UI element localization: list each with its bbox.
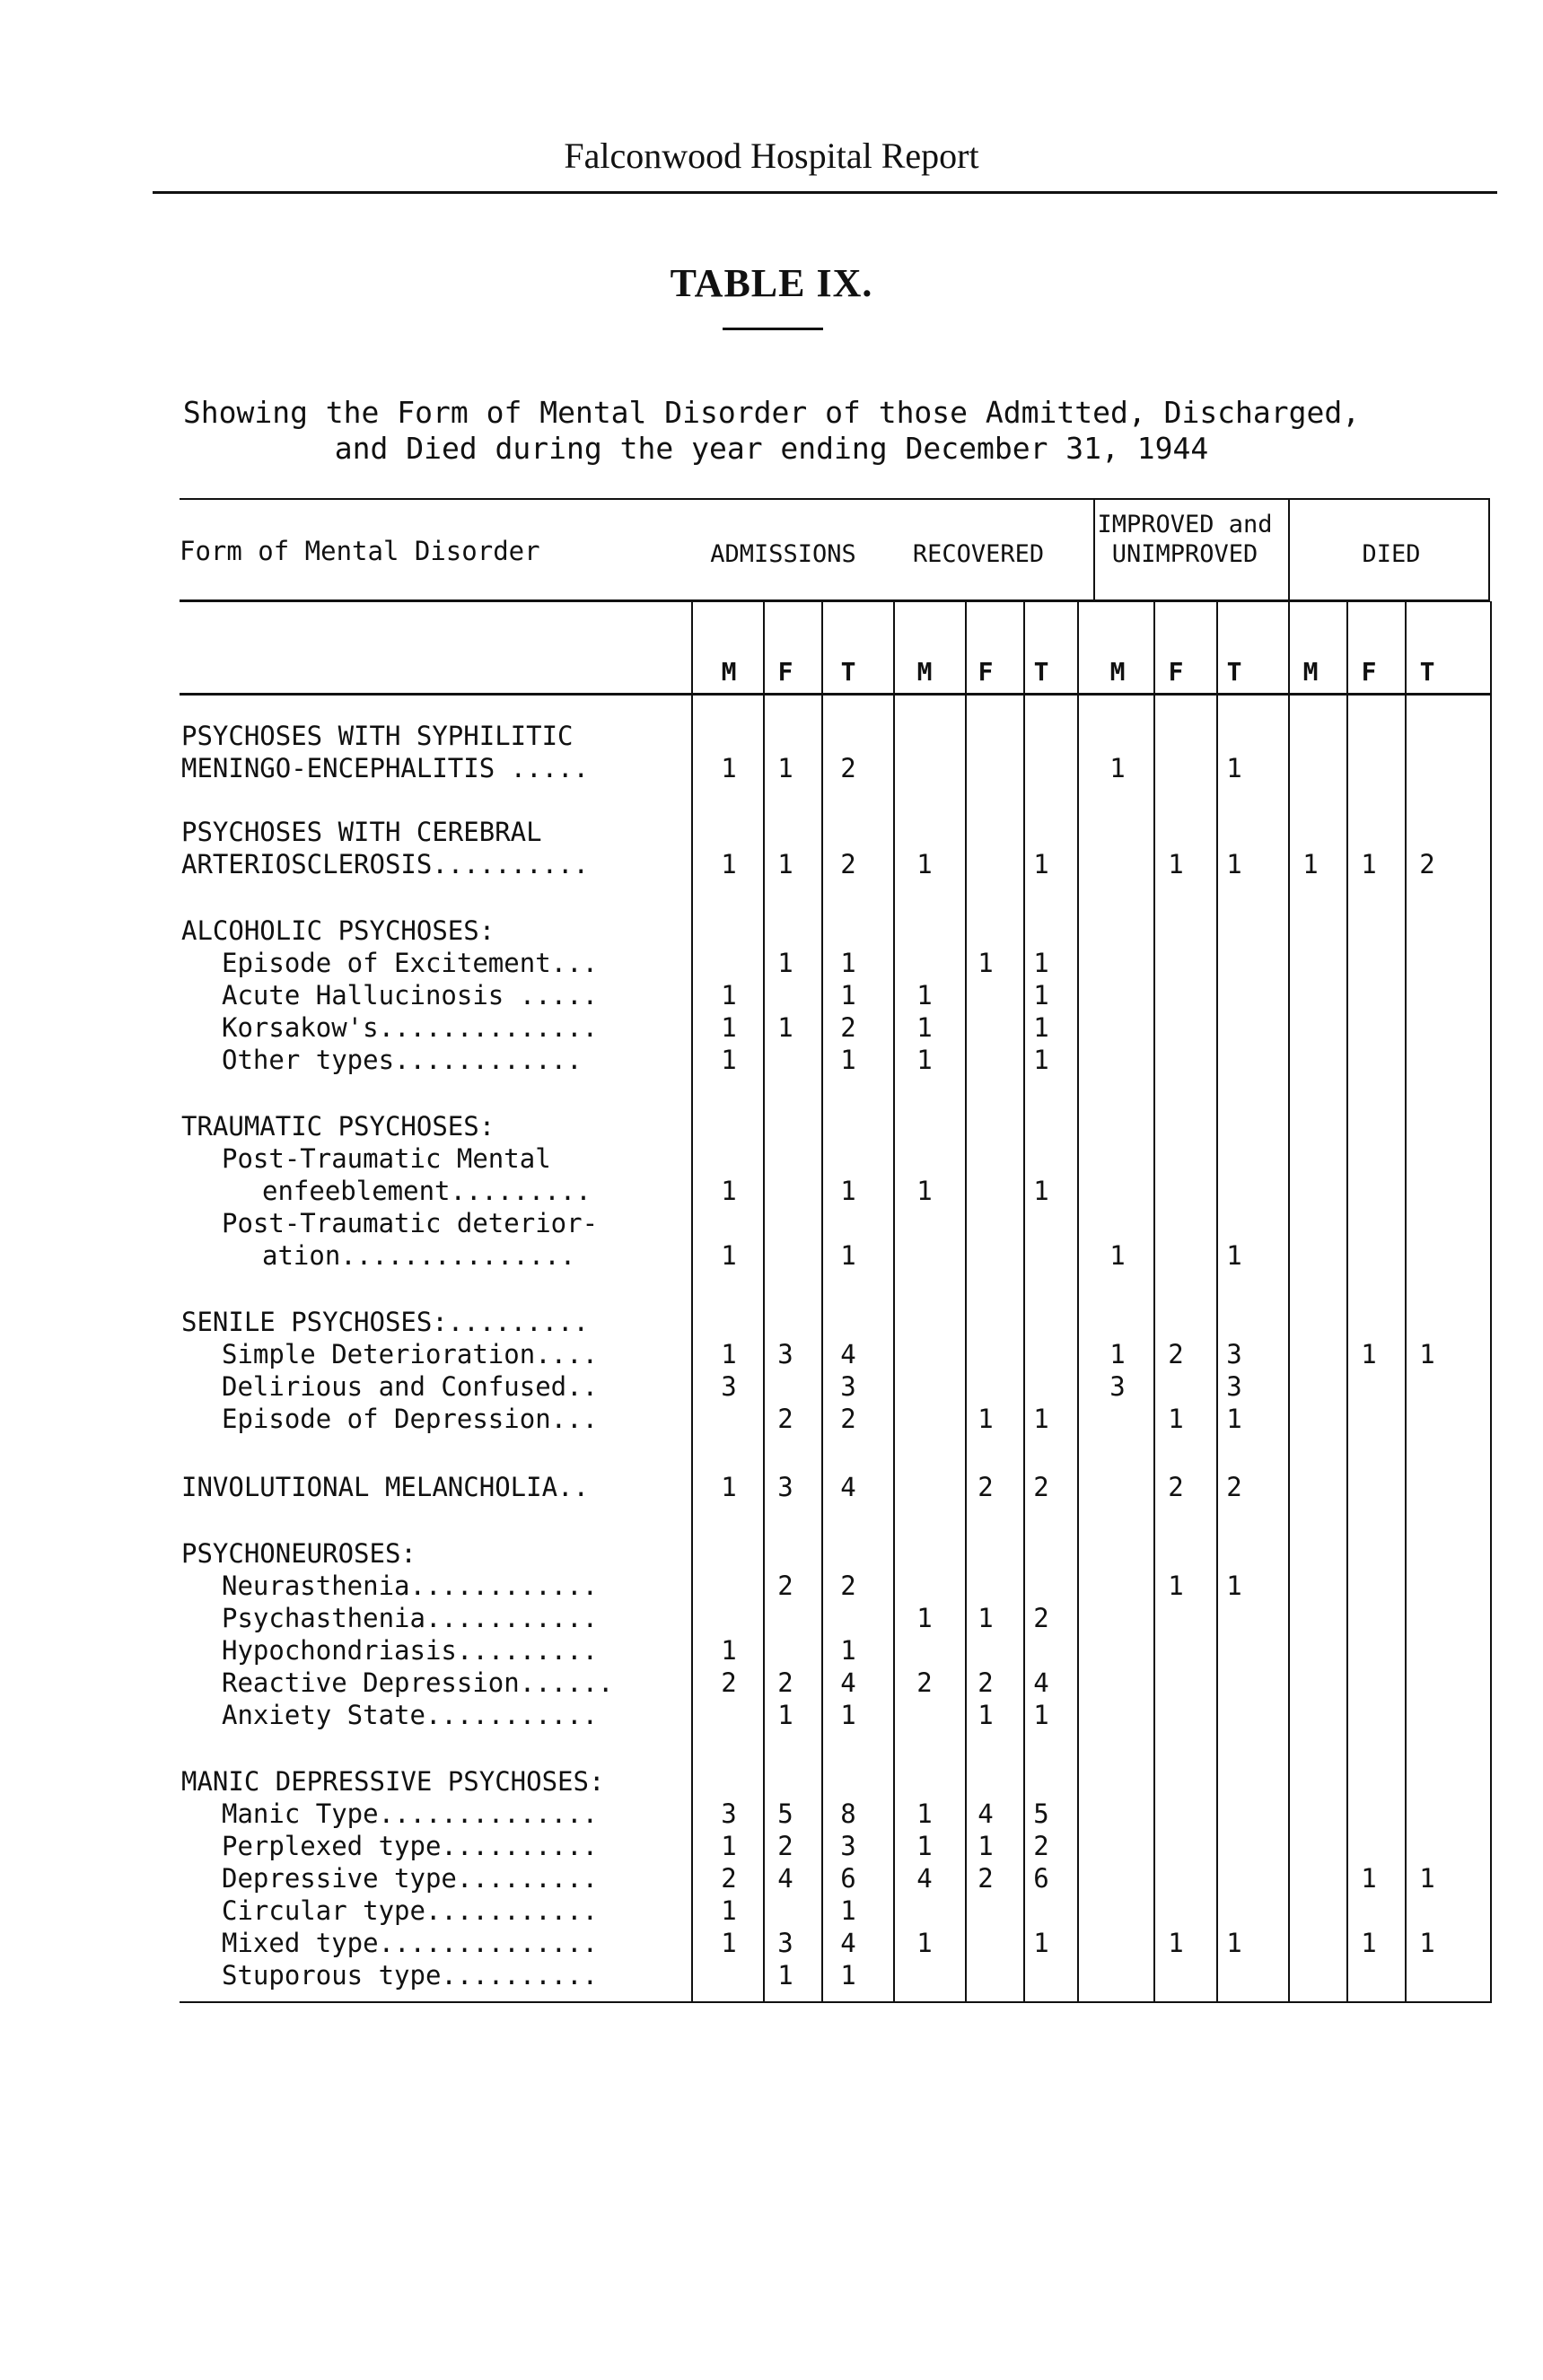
header-divider-improved bbox=[1093, 498, 1095, 599]
header-divider-died bbox=[1288, 498, 1290, 599]
table-cell: 1 bbox=[840, 1960, 856, 1991]
table-cell: 1 bbox=[840, 1176, 856, 1206]
table-cell: 2 bbox=[840, 753, 856, 783]
subcolumn-header: M bbox=[721, 657, 737, 687]
table-cell: 1 bbox=[721, 753, 737, 783]
subcolumn-header: F bbox=[978, 657, 994, 687]
table-cell: 1 bbox=[1033, 1928, 1049, 1958]
table-cell: 2 bbox=[916, 1667, 933, 1698]
table-bottom-rule bbox=[180, 2001, 1490, 2003]
table-cell: 2 bbox=[721, 1863, 737, 1894]
row-label: MANIC DEPRESSIVE PSYCHOSES: bbox=[181, 1766, 605, 1797]
table-cell: 4 bbox=[777, 1863, 793, 1894]
table-cell: 1 bbox=[721, 1635, 737, 1666]
row-label: Psychasthenia........... bbox=[222, 1603, 599, 1633]
table-cell: 1 bbox=[840, 948, 856, 978]
table-cell: 5 bbox=[1033, 1798, 1049, 1829]
table-cell: 2 bbox=[777, 1571, 793, 1601]
table-cell: 4 bbox=[840, 1472, 856, 1502]
table-cell: 1 bbox=[1109, 1339, 1126, 1369]
table-cell: 4 bbox=[840, 1928, 856, 1958]
table-cell: 1 bbox=[1361, 849, 1377, 879]
table-caption bbox=[0, 395, 1543, 467]
table-cell: 1 bbox=[1302, 849, 1319, 879]
table-top-rule bbox=[180, 498, 1490, 500]
table-cell: 1 bbox=[1419, 1339, 1435, 1369]
table-cell: 1 bbox=[916, 1603, 933, 1633]
table-cell: 1 bbox=[1226, 1240, 1242, 1271]
table-cell: 1 bbox=[978, 1603, 994, 1633]
header-rule-1 bbox=[180, 599, 1490, 602]
table-cell: 2 bbox=[777, 1667, 793, 1698]
table-cell: 2 bbox=[1033, 1472, 1049, 1502]
table-cell: 3 bbox=[1109, 1371, 1126, 1402]
table-cell: 6 bbox=[840, 1863, 856, 1894]
table-cell: 3 bbox=[777, 1472, 793, 1502]
column-rule-8 bbox=[1153, 601, 1155, 2003]
table-cell: 1 bbox=[916, 1831, 933, 1861]
caption-line-1: Showing the Form of Mental Disorder of those Admitted, Discharged, bbox=[182, 395, 1361, 430]
row-label: enfeeblement......... bbox=[262, 1176, 592, 1206]
table-cell: 1 bbox=[840, 1895, 856, 1926]
table-cell: 2 bbox=[840, 1571, 856, 1601]
group-header-admissions: ADMISSIONS bbox=[710, 540, 856, 568]
subcolumn-header: M bbox=[1109, 657, 1126, 687]
table-cell: 2 bbox=[840, 1012, 856, 1043]
table-cell: 1 bbox=[721, 1176, 737, 1206]
table-cell: 1 bbox=[721, 849, 737, 879]
table-cell: 1 bbox=[1033, 1012, 1049, 1043]
row-label: ARTERIOSCLEROSIS.......... bbox=[181, 849, 589, 879]
row-label: Acute Hallucinosis ..... bbox=[222, 980, 599, 1011]
row-label: TRAUMATIC PSYCHOSES: bbox=[181, 1111, 495, 1142]
table-cell: 1 bbox=[1226, 1928, 1242, 1958]
column-rule-9 bbox=[1216, 601, 1218, 2003]
row-label: Circular type........... bbox=[222, 1895, 599, 1926]
row-label: Depressive type......... bbox=[222, 1863, 599, 1894]
table-cell: 1 bbox=[916, 849, 933, 879]
table-cell: 1 bbox=[721, 1045, 737, 1075]
table-cell: 3 bbox=[1226, 1339, 1242, 1369]
table-cell: 2 bbox=[978, 1863, 994, 1894]
table-cell: 1 bbox=[840, 1635, 856, 1666]
table-cell: 1 bbox=[721, 1240, 737, 1271]
row-label: Stuporous type.......... bbox=[222, 1960, 599, 1991]
subcolumn-header: T bbox=[840, 657, 856, 687]
table-cell: 1 bbox=[916, 980, 933, 1011]
table-cell: 4 bbox=[840, 1339, 856, 1369]
table-cell: 1 bbox=[978, 1404, 994, 1434]
column-rule-13 bbox=[1490, 601, 1492, 2003]
table-cell: 1 bbox=[721, 1831, 737, 1861]
subcolumn-header: M bbox=[1302, 657, 1319, 687]
row-label: Post-Traumatic Mental bbox=[222, 1143, 551, 1174]
row-label: Other types............ bbox=[222, 1045, 583, 1075]
table-cell: 2 bbox=[978, 1472, 994, 1502]
table-cell: 1 bbox=[1168, 1404, 1184, 1434]
column-rule-6 bbox=[1023, 601, 1025, 2003]
table-cell: 1 bbox=[840, 1700, 856, 1730]
table-cell: 2 bbox=[1419, 849, 1435, 879]
row-label: MENINGO-ENCEPHALITIS ..... bbox=[181, 753, 589, 783]
table-cell: 1 bbox=[1226, 1571, 1242, 1601]
row-label: Neurasthenia............ bbox=[222, 1571, 599, 1601]
subcolumn-header: T bbox=[1226, 657, 1242, 687]
table-cell: 4 bbox=[840, 1667, 856, 1698]
table-cell: 2 bbox=[1033, 1603, 1049, 1633]
table-cell: 2 bbox=[721, 1667, 737, 1698]
table-cell: 1 bbox=[1109, 1240, 1126, 1271]
table-cell: 1 bbox=[721, 1012, 737, 1043]
row-label: Korsakow's.............. bbox=[222, 1012, 599, 1043]
table-cell: 1 bbox=[840, 980, 856, 1011]
table-cell: 3 bbox=[840, 1371, 856, 1402]
title-rule bbox=[723, 328, 823, 330]
row-label: PSYCHONEUROSES: bbox=[181, 1538, 416, 1569]
subcolumn-header: T bbox=[1419, 657, 1435, 687]
header-rule-2 bbox=[180, 693, 1490, 696]
column-rule-12 bbox=[1405, 601, 1407, 2003]
form-of-disorder-header: Form of Mental Disorder bbox=[180, 536, 540, 566]
column-rule-11 bbox=[1346, 601, 1348, 2003]
row-label: Perplexed type.......... bbox=[222, 1831, 599, 1861]
column-rule-5 bbox=[965, 601, 967, 2003]
row-label: INVOLUTIONAL MELANCHOLIA.. bbox=[181, 1472, 589, 1502]
table-cell: 6 bbox=[1033, 1863, 1049, 1894]
running-head: Falconwood Hospital Report bbox=[564, 136, 979, 176]
column-rule-7 bbox=[1077, 601, 1079, 2003]
table-cell: 1 bbox=[1033, 1045, 1049, 1075]
row-label: Reactive Depression...... bbox=[222, 1667, 614, 1698]
row-label: Episode of Depression... bbox=[222, 1404, 599, 1434]
row-label: PSYCHOSES WITH SYPHILITIC bbox=[181, 721, 574, 751]
table-cell: 1 bbox=[1033, 1176, 1049, 1206]
row-label: Simple Deterioration.... bbox=[222, 1339, 599, 1369]
table-cell: 1 bbox=[1419, 1928, 1435, 1958]
table-cell: 1 bbox=[1168, 1928, 1184, 1958]
table-cell: 1 bbox=[777, 948, 793, 978]
table-cell: 3 bbox=[1226, 1371, 1242, 1402]
table-cell: 1 bbox=[777, 1700, 793, 1730]
table-cell: 3 bbox=[777, 1928, 793, 1958]
column-rule-4 bbox=[893, 601, 895, 2003]
group-header-recovered: RECOVERED bbox=[912, 540, 1045, 568]
table-cell: 2 bbox=[777, 1831, 793, 1861]
subcolumn-header: F bbox=[777, 657, 793, 687]
table-cell: 1 bbox=[840, 1240, 856, 1271]
table-cell: 1 bbox=[721, 1928, 737, 1958]
row-label: ALCOHOLIC PSYCHOSES: bbox=[181, 915, 495, 946]
subcolumn-header: M bbox=[916, 657, 933, 687]
row-label: Mixed type.............. bbox=[222, 1928, 599, 1958]
column-rule-1 bbox=[691, 601, 693, 2003]
table-cell: 1 bbox=[777, 849, 793, 879]
table-cell: 1 bbox=[1361, 1339, 1377, 1369]
table-cell: 1 bbox=[840, 1045, 856, 1075]
table-cell: 1 bbox=[1033, 849, 1049, 879]
table-cell: 1 bbox=[978, 1700, 994, 1730]
table-cell: 3 bbox=[721, 1371, 737, 1402]
table-cell: 2 bbox=[1168, 1472, 1184, 1502]
row-label: PSYCHOSES WITH CEREBRAL bbox=[181, 817, 542, 847]
table-cell: 1 bbox=[721, 980, 737, 1011]
table-cell: 4 bbox=[978, 1798, 994, 1829]
table-cell: 1 bbox=[1226, 849, 1242, 879]
table-cell: 3 bbox=[721, 1798, 737, 1829]
header-divider-right bbox=[1488, 498, 1490, 599]
subcolumn-header: F bbox=[1168, 657, 1184, 687]
table-cell: 3 bbox=[840, 1831, 856, 1861]
table-cell: 1 bbox=[1168, 849, 1184, 879]
table-cell: 1 bbox=[777, 1960, 793, 1991]
row-label: Episode of Excitement... bbox=[222, 948, 599, 978]
row-label: SENILE PSYCHOSES:......... bbox=[181, 1307, 589, 1337]
subcolumn-header: T bbox=[1033, 657, 1049, 687]
table-cell: 1 bbox=[1361, 1863, 1377, 1894]
table-cell: 1 bbox=[721, 1339, 737, 1369]
table-cell: 2 bbox=[840, 1404, 856, 1434]
table-cell: 3 bbox=[777, 1339, 793, 1369]
table-cell: 2 bbox=[1033, 1831, 1049, 1861]
table-cell: 4 bbox=[1033, 1667, 1049, 1698]
column-rule-3 bbox=[821, 601, 823, 2003]
table-cell: 1 bbox=[1033, 980, 1049, 1011]
table-cell: 1 bbox=[916, 1012, 933, 1043]
table-cell: 1 bbox=[721, 1472, 737, 1502]
table-cell: 1 bbox=[916, 1928, 933, 1958]
table-cell: 1 bbox=[916, 1045, 933, 1075]
subcolumn-header: F bbox=[1361, 657, 1377, 687]
table-cell: 2 bbox=[1226, 1472, 1242, 1502]
table-cell: 1 bbox=[1168, 1571, 1184, 1601]
table-cell: 5 bbox=[777, 1798, 793, 1829]
group-header-died: DIED bbox=[1362, 540, 1421, 568]
table-cell: 2 bbox=[777, 1404, 793, 1434]
table-cell: 1 bbox=[1109, 753, 1126, 783]
table-cell: 1 bbox=[1361, 1928, 1377, 1958]
table-cell: 1 bbox=[916, 1798, 933, 1829]
row-label: Hypochondriasis......... bbox=[222, 1635, 599, 1666]
table-cell: 1 bbox=[1033, 1404, 1049, 1434]
table-cell: 2 bbox=[1168, 1339, 1184, 1369]
table-cell: 2 bbox=[840, 849, 856, 879]
row-label: Manic Type.............. bbox=[222, 1798, 599, 1829]
table-cell: 1 bbox=[721, 1895, 737, 1926]
table-cell: 1 bbox=[978, 1831, 994, 1861]
table-cell: 4 bbox=[916, 1863, 933, 1894]
table-cell: 2 bbox=[978, 1667, 994, 1698]
column-rule-10 bbox=[1288, 601, 1290, 2003]
caption-line-2: and Died during the year ending December 31, 1944 bbox=[334, 431, 1209, 466]
group-header-improved: IMPROVED and UNIMPROVED bbox=[1097, 511, 1273, 568]
table-cell: 1 bbox=[1419, 1863, 1435, 1894]
table-title: TABLE IX. bbox=[670, 261, 873, 305]
table-cell: 1 bbox=[978, 948, 994, 978]
column-rule-2 bbox=[763, 601, 765, 2003]
header-rule bbox=[153, 191, 1497, 194]
row-label: Anxiety State........... bbox=[222, 1700, 599, 1730]
table-cell: 1 bbox=[777, 1012, 793, 1043]
table-cell: 1 bbox=[1033, 1700, 1049, 1730]
table-cell: 8 bbox=[840, 1798, 856, 1829]
table-cell: 1 bbox=[1033, 948, 1049, 978]
table-cell: 1 bbox=[916, 1176, 933, 1206]
table-cell: 1 bbox=[1226, 1404, 1242, 1434]
table-cell: 1 bbox=[1226, 753, 1242, 783]
row-label: Delirious and Confused.. bbox=[222, 1371, 599, 1402]
row-label: Post-Traumatic deterior- bbox=[222, 1208, 599, 1238]
row-label: ation............... bbox=[262, 1240, 576, 1271]
table-cell: 1 bbox=[777, 753, 793, 783]
